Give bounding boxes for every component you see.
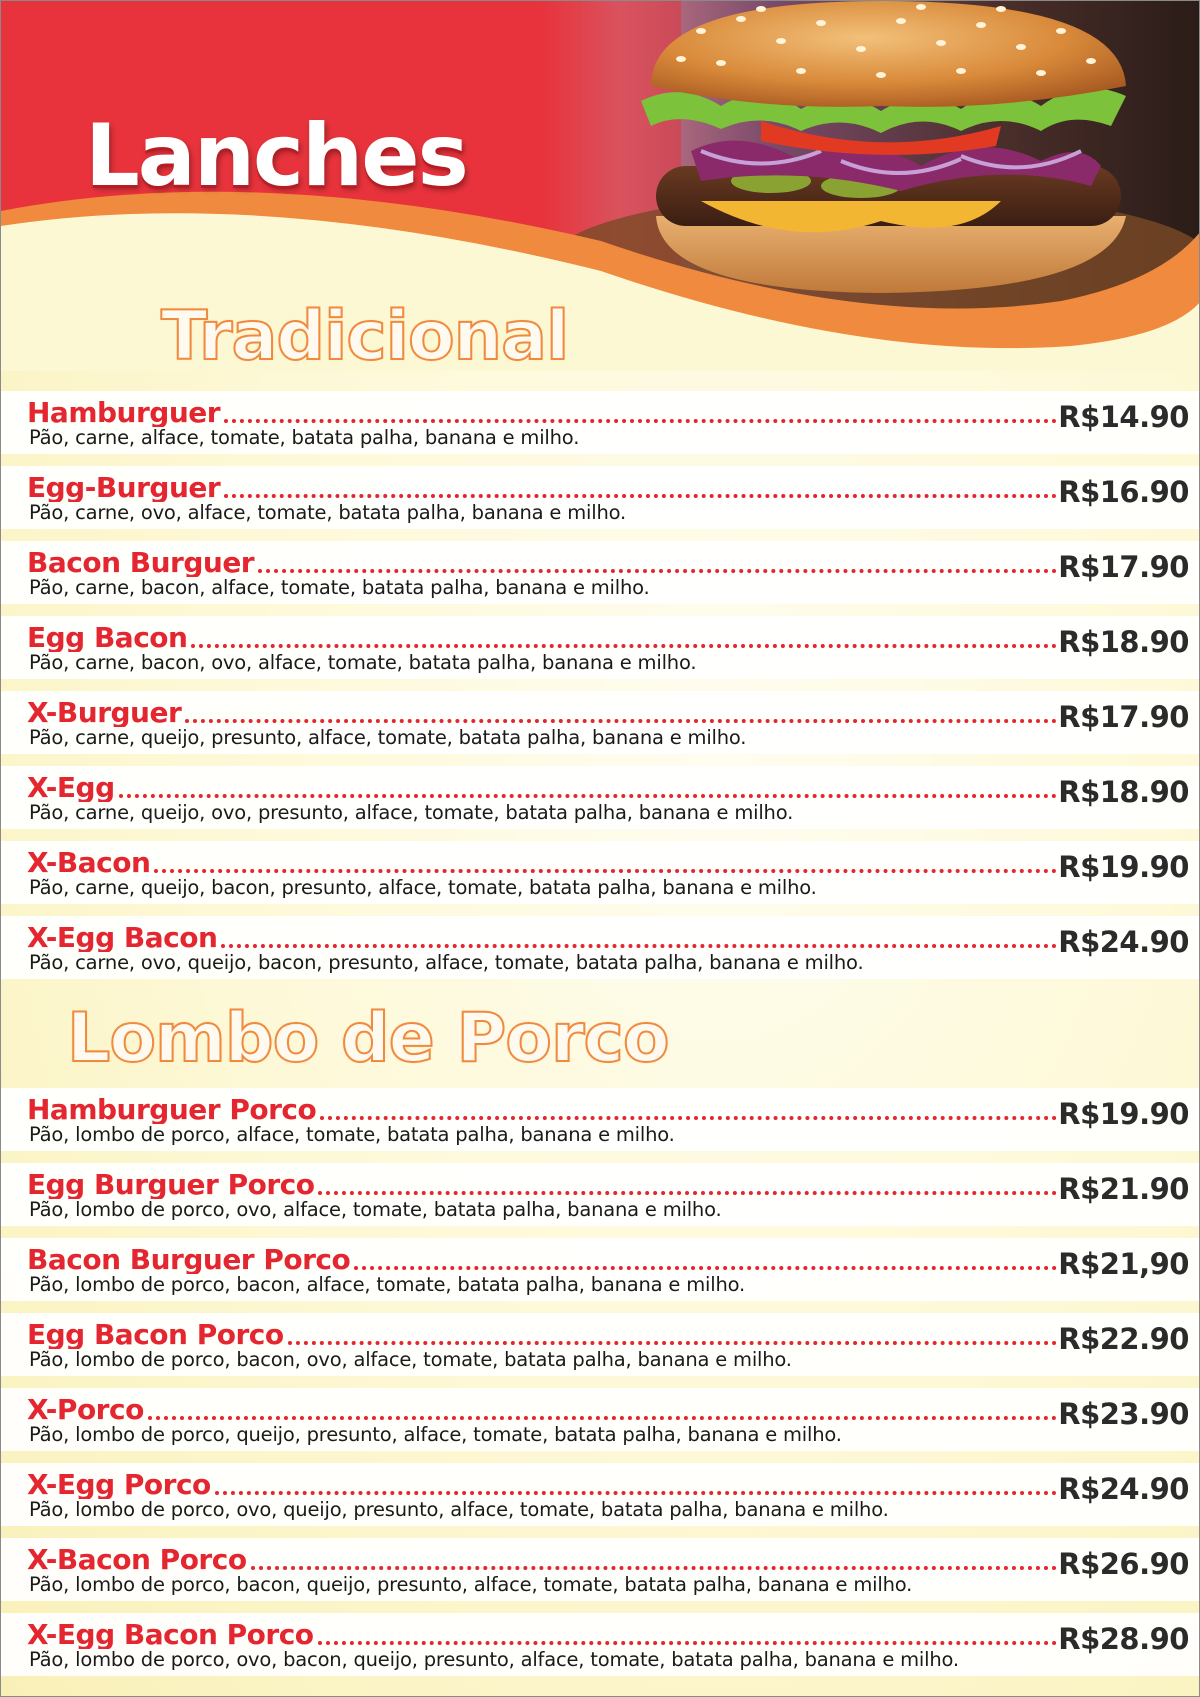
menu-item — [1, 691, 1200, 754]
item-description: Pão, carne, ovo, queijo, bacon, presunto, alface, tomate, batata palha, banana e milho. — [29, 951, 864, 974]
item-name: X-Egg — [27, 771, 115, 802]
menu-item — [1, 1238, 1200, 1301]
item-price: R$28.90 — [1058, 1622, 1189, 1656]
dotted-leader — [148, 1416, 1057, 1420]
dotted-leader — [191, 644, 1057, 648]
item-price: R$23.90 — [1058, 1397, 1189, 1431]
menu-item — [1, 1313, 1200, 1376]
item-description: Pão, carne, queijo, presunto, alface, tomate, batata palha, banana e milho. — [29, 726, 747, 749]
section-title-tradicional: Tradicional — [161, 297, 569, 376]
item-name-row — [27, 616, 1057, 652]
item-name: Bacon Burguer — [27, 546, 255, 577]
item-price: R$21.90 — [1058, 1172, 1189, 1206]
item-name: X-Burguer — [27, 696, 182, 727]
item-name-row — [27, 1088, 1057, 1124]
dotted-leader — [215, 1491, 1057, 1495]
menu-item — [1, 1088, 1200, 1151]
item-price: R$14.90 — [1058, 400, 1189, 434]
item-price: R$24.90 — [1058, 925, 1189, 959]
item-name-row — [27, 1538, 1057, 1574]
item-name-row — [27, 1613, 1057, 1649]
item-price: R$26.90 — [1058, 1547, 1189, 1581]
item-price: R$21,90 — [1058, 1247, 1189, 1281]
item-price: R$19.90 — [1058, 1097, 1189, 1131]
item-name-row — [27, 1163, 1057, 1199]
item-description: Pão, carne, bacon, ovo, alface, tomate, batata palha, banana e milho. — [29, 651, 697, 674]
item-name-row — [27, 466, 1057, 502]
item-name-row — [27, 1463, 1057, 1499]
item-name-row — [27, 1388, 1057, 1424]
menu-item — [1, 391, 1200, 454]
menu-item — [1, 1463, 1200, 1526]
item-name-row — [27, 541, 1057, 577]
item-price: R$22.90 — [1058, 1322, 1189, 1356]
item-description: Pão, lombo de porco, bacon, ovo, alface, tomate, batata palha, banana e milho. — [29, 1348, 792, 1371]
dotted-leader — [288, 1341, 1057, 1345]
dotted-leader — [318, 1641, 1057, 1645]
item-description: Pão, lombo de porco, ovo, alface, tomate, batata palha, banana e milho. — [29, 1198, 722, 1221]
item-price: R$18.90 — [1058, 625, 1189, 659]
dotted-leader — [224, 419, 1057, 423]
menu-item — [1, 616, 1200, 679]
item-description: Pão, carne, queijo, bacon, presunto, alface, tomate, batata palha, banana e milho. — [29, 876, 817, 899]
menu-item — [1, 1613, 1200, 1676]
item-description: Pão, carne, queijo, ovo, presunto, alface, tomate, batata palha, banana e milho. — [29, 801, 794, 824]
item-name-row — [27, 841, 1057, 877]
dotted-leader — [154, 869, 1057, 873]
item-name: Egg Bacon — [27, 621, 188, 652]
menu-item — [1, 466, 1200, 529]
item-name: Bacon Burguer Porco — [27, 1243, 351, 1274]
item-name: X-Egg Bacon Porco — [27, 1618, 314, 1649]
menu-list-lombo-de-porco — [1, 1088, 1200, 1676]
item-description: Pão, lombo de porco, ovo, bacon, queijo, presunto, alface, tomate, batata palha, banana e milho. — [29, 1648, 959, 1671]
item-description: Pão, lombo de porco, bacon, alface, tomate, batata palha, banana e milho. — [29, 1273, 746, 1296]
item-description: Pão, lombo de porco, bacon, queijo, presunto, alface, tomate, batata palha, banana e milho. — [29, 1573, 913, 1596]
item-name-row — [27, 391, 1057, 427]
dotted-leader — [354, 1266, 1057, 1270]
menu-item — [1, 916, 1200, 979]
item-name: Egg-Burguer — [27, 471, 221, 502]
item-name: Hamburguer Porco — [27, 1093, 317, 1124]
item-description: Pão, carne, bacon, alface, tomate, batata palha, banana e milho. — [29, 576, 650, 599]
item-name: X-Bacon — [27, 846, 151, 877]
dotted-leader — [224, 494, 1057, 498]
item-name-row — [27, 766, 1057, 802]
menu-item — [1, 1388, 1200, 1451]
item-name-row — [27, 1238, 1057, 1274]
dotted-leader — [119, 794, 1057, 798]
page-title: Lanches — [85, 106, 467, 206]
item-name: X-Egg Bacon — [27, 921, 218, 952]
menu-item — [1, 1163, 1200, 1226]
item-name: X-Bacon Porco — [27, 1543, 247, 1574]
menu-item — [1, 1538, 1200, 1601]
item-name: Hamburguer — [27, 396, 221, 427]
item-name: Egg Bacon Porco — [27, 1318, 284, 1349]
item-description: Pão, lombo de porco, alface, tomate, batata palha, banana e milho. — [29, 1123, 675, 1146]
item-price: R$17.90 — [1058, 700, 1189, 734]
dotted-leader — [318, 1191, 1057, 1195]
item-price: R$16.90 — [1058, 475, 1189, 509]
item-name-row — [27, 691, 1057, 727]
dotted-leader — [320, 1116, 1057, 1120]
item-price: R$17.90 — [1058, 550, 1189, 584]
item-name: X-Egg Porco — [27, 1468, 211, 1499]
dotted-leader — [258, 569, 1057, 573]
dotted-leader — [185, 719, 1057, 723]
item-name: X-Porco — [27, 1393, 144, 1424]
menu-item — [1, 541, 1200, 604]
item-description: Pão, carne, ovo, alface, tomate, batata palha, banana e milho. — [29, 501, 626, 524]
item-price: R$18.90 — [1058, 775, 1189, 809]
item-description: Pão, carne, alface, tomate, batata palha, banana e milho. — [29, 426, 580, 449]
item-price: R$24.90 — [1058, 1472, 1189, 1506]
dotted-leader — [251, 1566, 1057, 1570]
item-name-row — [27, 1313, 1057, 1349]
item-description: Pão, lombo de porco, ovo, queijo, presunto, alface, tomate, batata palha, banana e milho. — [29, 1498, 889, 1521]
menu-item — [1, 766, 1200, 829]
section-title-lombo-de-porco: Lombo de Porco — [67, 999, 669, 1078]
dotted-leader — [221, 944, 1057, 948]
item-name: Egg Burguer Porco — [27, 1168, 315, 1199]
menu-list-tradicional — [1, 391, 1200, 979]
item-description: Pão, lombo de porco, queijo, presunto, alface, tomate, batata palha, banana e milho. — [29, 1423, 842, 1446]
item-price: R$19.90 — [1058, 850, 1189, 884]
menu-item — [1, 841, 1200, 904]
item-name-row — [27, 916, 1057, 952]
